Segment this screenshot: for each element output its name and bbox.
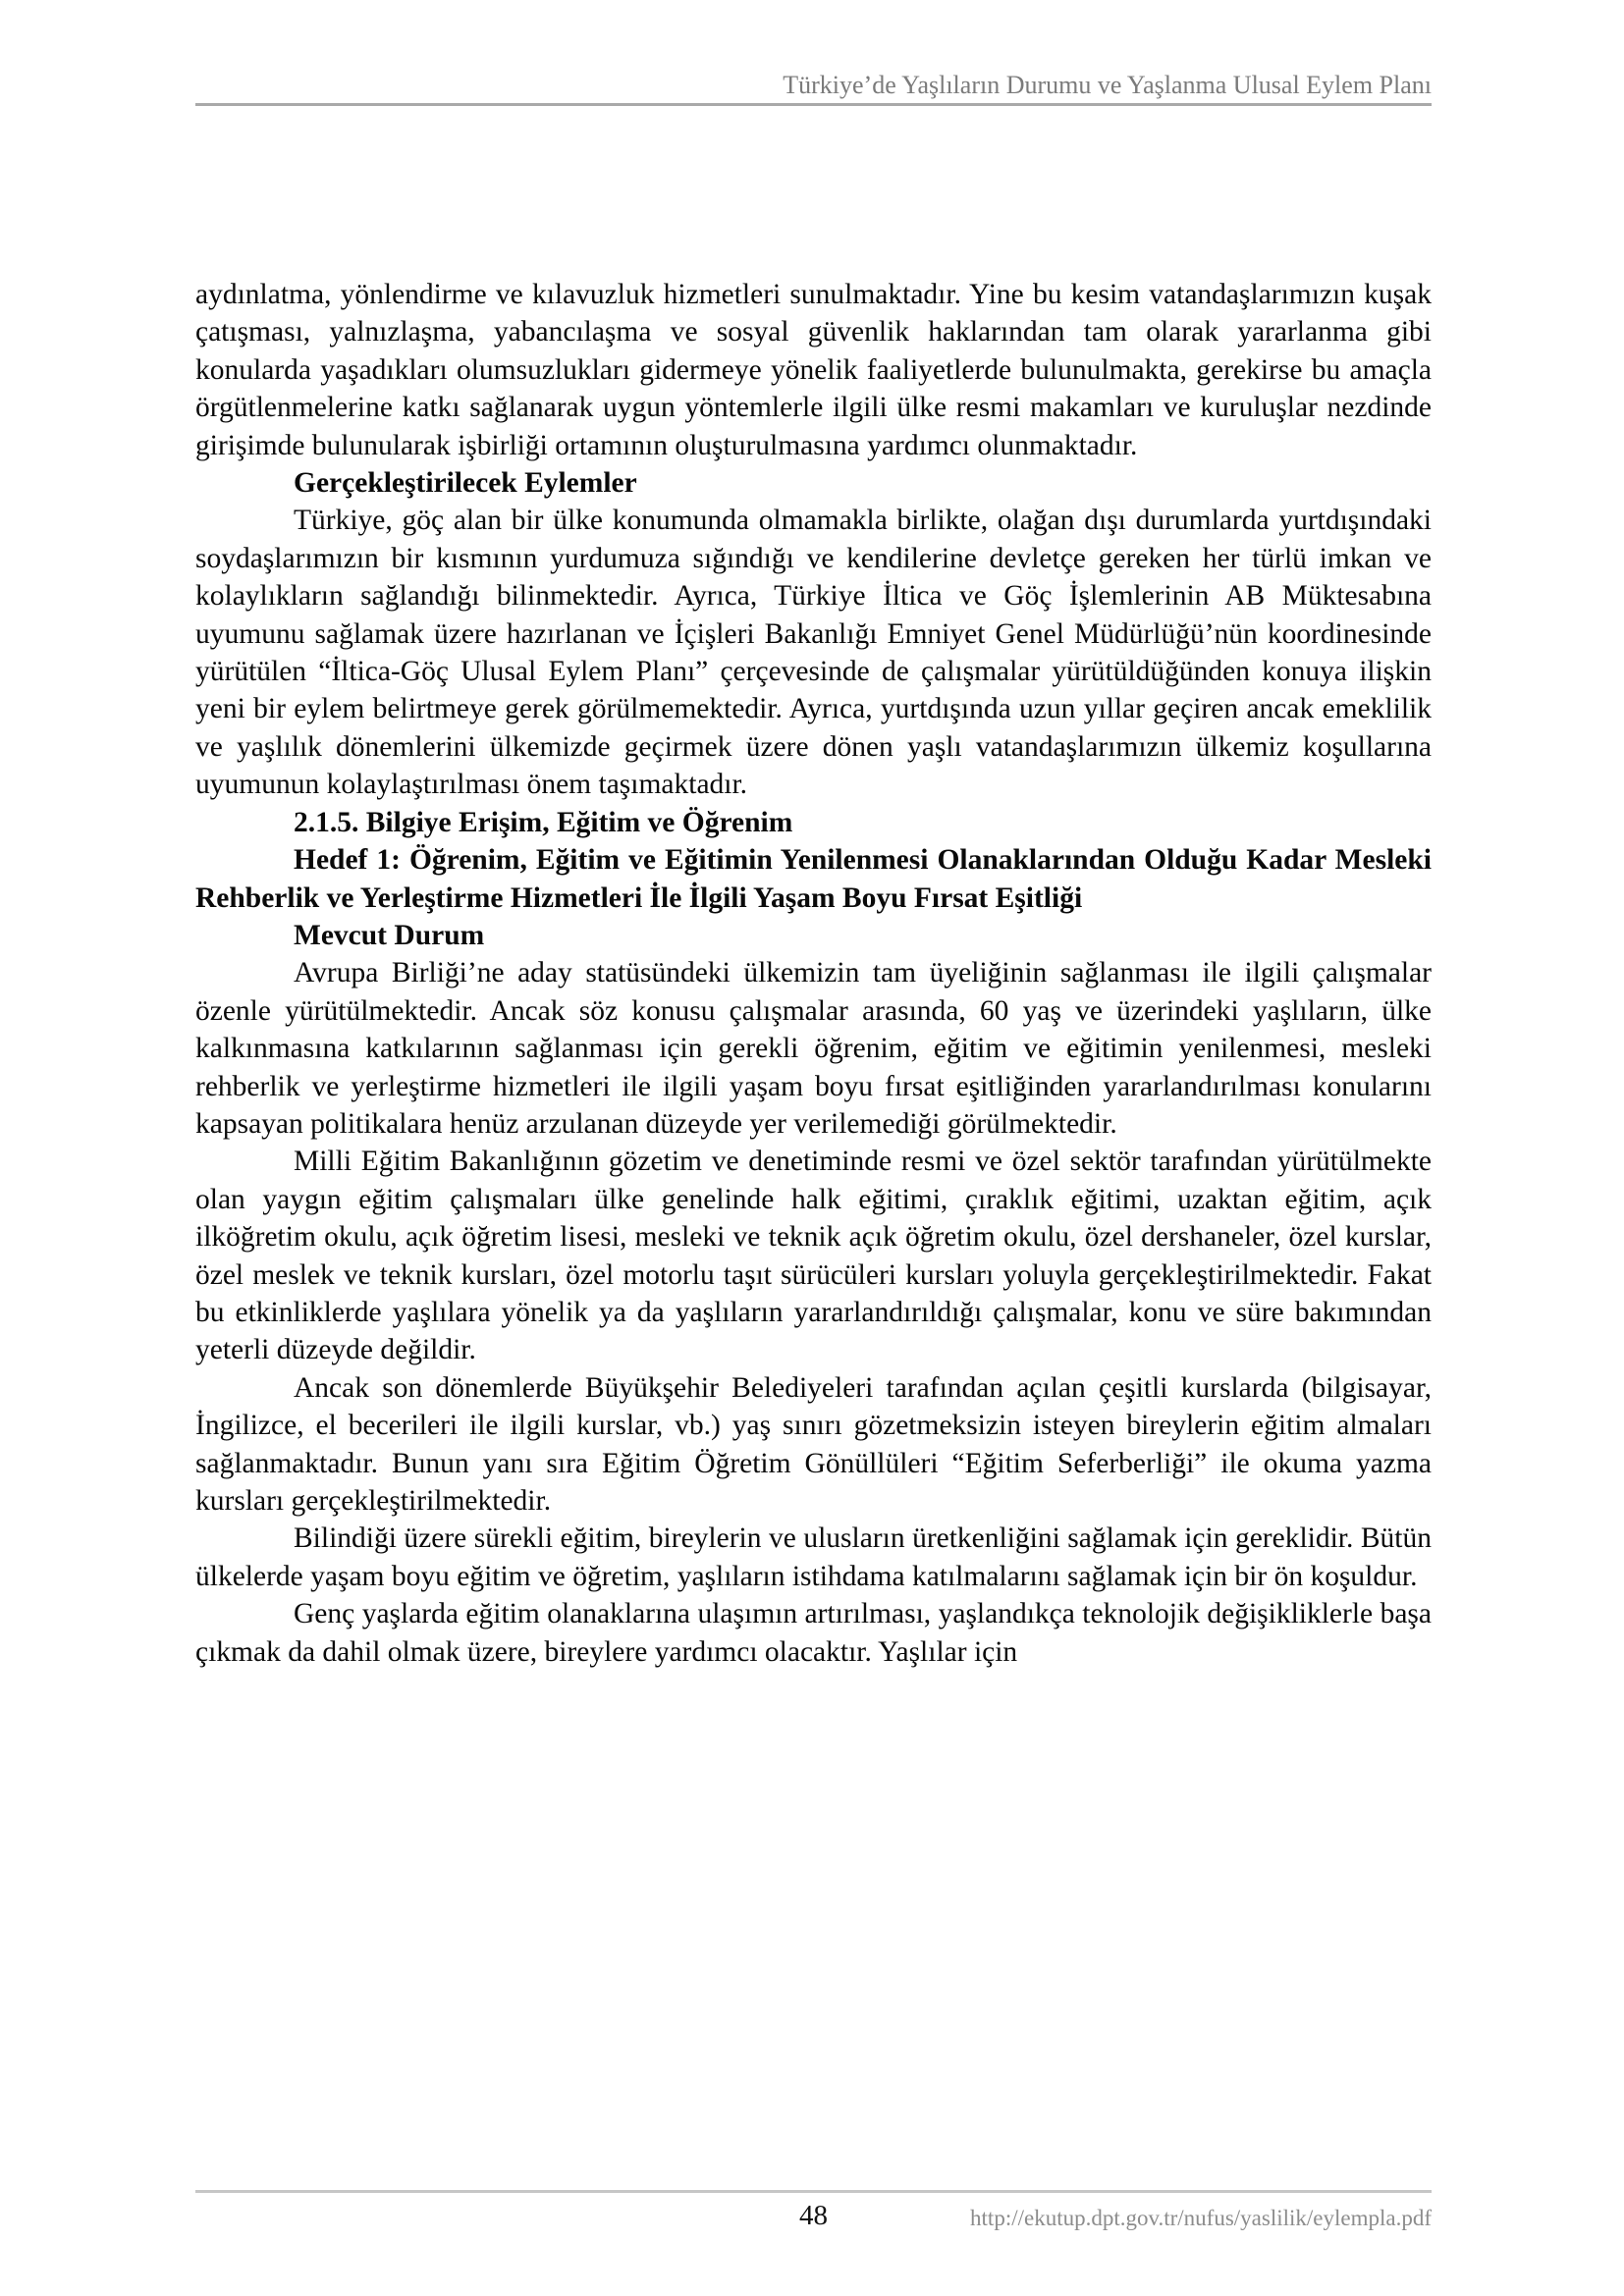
paragraph-mevcut-durum-4: Bilindiği üzere sürekli eğitim, bireylerin ve ulusların üretkenliğini sağlamak için gereklidir. Bütün ülkelerde yaşam boyu eğitim ve öğretim, yaşlıların istihdama katılmalarını sağlamak için bir ön koşuldur. <box>195 1522 1432 1592</box>
footer-url: http://ekutup.dpt.gov.tr/nufus/yaslilik/eylempla.pdf <box>970 2206 1432 2230</box>
heading-hedef-1: Hedef 1: Öğrenim, Eğitim ve Eğitimin Yenilenmesi Olanaklarından Olduğu Kadar Mesleki Rehberlik ve Yerleştirme Hizmetleri İle İlgili Yaşam Boyu Fırsat Eşitliği <box>195 844 1432 914</box>
heading-gerceklestirilecek-eylemler: Gerçekleştirilecek Eylemler <box>294 467 637 500</box>
document-body <box>195 276 1432 1671</box>
paragraph-eylemler: Türkiye, göç alan bir ülke konumunda olmamakla birlikte, olağan dışı durumlarda yurtdışındaki soydaşlarımızın bir kısmının yurdumuza sığındığı ve kendilerine devletçe gereken her türlü imkan ve kolaylıkların sağlandığı bilinmektedir. Ayrıca, Türkiye İltica ve Göç İşlemlerinin AB Müktesabına uyumunu sağlamak üzere hazırlanan ve İçişleri Bakanlığı Emniyet Genel Müdürlüğü’nün koordinesinde yürütülen “İltica-Göç Ulusal Eylem Planı” çerçevesinde de çalışmalar yürütüldüğünden konuya ilişkin yeni bir eylem belirtmeye gerek görülmemektedir. Ayrıca, yurtdışında uzun yıllar geçiren ancak emeklilik ve yaşlılık dönemlerini ülkemizde geçirmek üzere dönen yaşlı vatandaşlarımızın ülkemiz koşullarına uyumunun kolaylaştırılması önem taşımaktadır. <box>195 505 1432 801</box>
paragraph-mevcut-durum-5: Genç yaşlarda eğitim olanaklarına ulaşımın artırılması, yaşlandıkça teknolojik değişikliklerle başa çıkmak da dahil olmak üzere, bireylere yardımcı olacaktır. Yaşlılar için <box>195 1598 1432 1668</box>
running-header-title: Türkiye’de Yaşlıların Durumu ve Yaşlanma Ulusal Eylem Planı <box>783 71 1432 99</box>
paragraph-mevcut-durum-3: Ancak son dönemlerde Büyükşehir Belediyeleri tarafından açılan çeşitli kurslarda (bilgisayar, İngilizce, el becerileri ile ilgili kurslar, vb.) yaş sınırı gözetmeksizin isteyen bireylerin eğitim almaları sağlanmaktadır. Bunun yanı sıra Eğitim Öğretim Gönüllüleri “Eğitim Seferberliği” ile okuma yazma kursları gerçekleştirilmektedir. <box>195 1371 1432 1517</box>
page-header <box>195 71 1432 106</box>
page-footer <box>195 2190 1432 2232</box>
paragraph-mevcut-durum-2: Milli Eğitim Bakanlığının gözetim ve denetiminde resmi ve özel sektör tarafından yürütülmekte olan yaygın eğitim çalışmaları ülke genelinde halk eğitimi, çıraklık eğitimi, uzaktan eğitim, açık ilköğretim okulu, açık öğretim lisesi, mesleki ve teknik açık öğretim okulu, özel dershaneler, özel kurslar, özel meslek ve teknik kursları, özel motorlu taşıt sürücüleri kursları yoluyla gerçekleştirilmektedir. Fakat bu etkinliklerde yaşlılara yönelik ya da yaşlıların yararlandırıldığı çalışmalar, konu ve süre bakımından yeterli düzeyde değildir. <box>195 1146 1432 1366</box>
heading-2-1-5-bilgiye-erisim: 2.1.5. Bilgiye Erişim, Eğitim ve Öğrenim <box>294 806 793 838</box>
heading-mevcut-durum: Mevcut Durum <box>294 919 485 951</box>
page-number: 48 <box>799 2200 828 2231</box>
paragraph-intro-continuation: aydınlatma, yönlendirme ve kılavuzluk hizmetleri sunulmaktadır. Yine bu kesim vatandaşlarımızın kuşak çatışması, yalnızlaşma, yabancılaşma ve sosyal güvenlik haklarından tam olarak yararlanma gibi konularda yaşadıkları olumsuzlukları gidermeye yönelik faaliyetlerde bulunulmakta, gerekirse bu amaçla örgütlenmelerine katkı sağlanarak uygun yöntemlerle ilgili ülke resmi makamları ve kuruluşlar nezdinde girişimde bulunularak işbirliği ortamının oluşturulmasına yardımcı olunmaktadır. <box>195 279 1432 461</box>
paragraph-mevcut-durum-1: Avrupa Birliği’ne aday statüsündeki ülkemizin tam üyeliğinin sağlanması ile ilgili çalışmalar özenle yürütülmektedir. Ancak söz konusu çalışmalar arasında, 60 yaş ve üzerindeki yaşlıların, ülke kalkınmasına katkılarının sağlanması için gerekli öğrenim, eğitim ve eğitimin yenilenmesi, mesleki rehberlik ve yerleştirme hizmetleri ile ilgili yaşam boyu fırsat eşitliğinden yararlandırılması konularını kapsayan politikalara henüz arzulanan düzeyde yer verilemediği görülmektedir. <box>195 957 1432 1140</box>
